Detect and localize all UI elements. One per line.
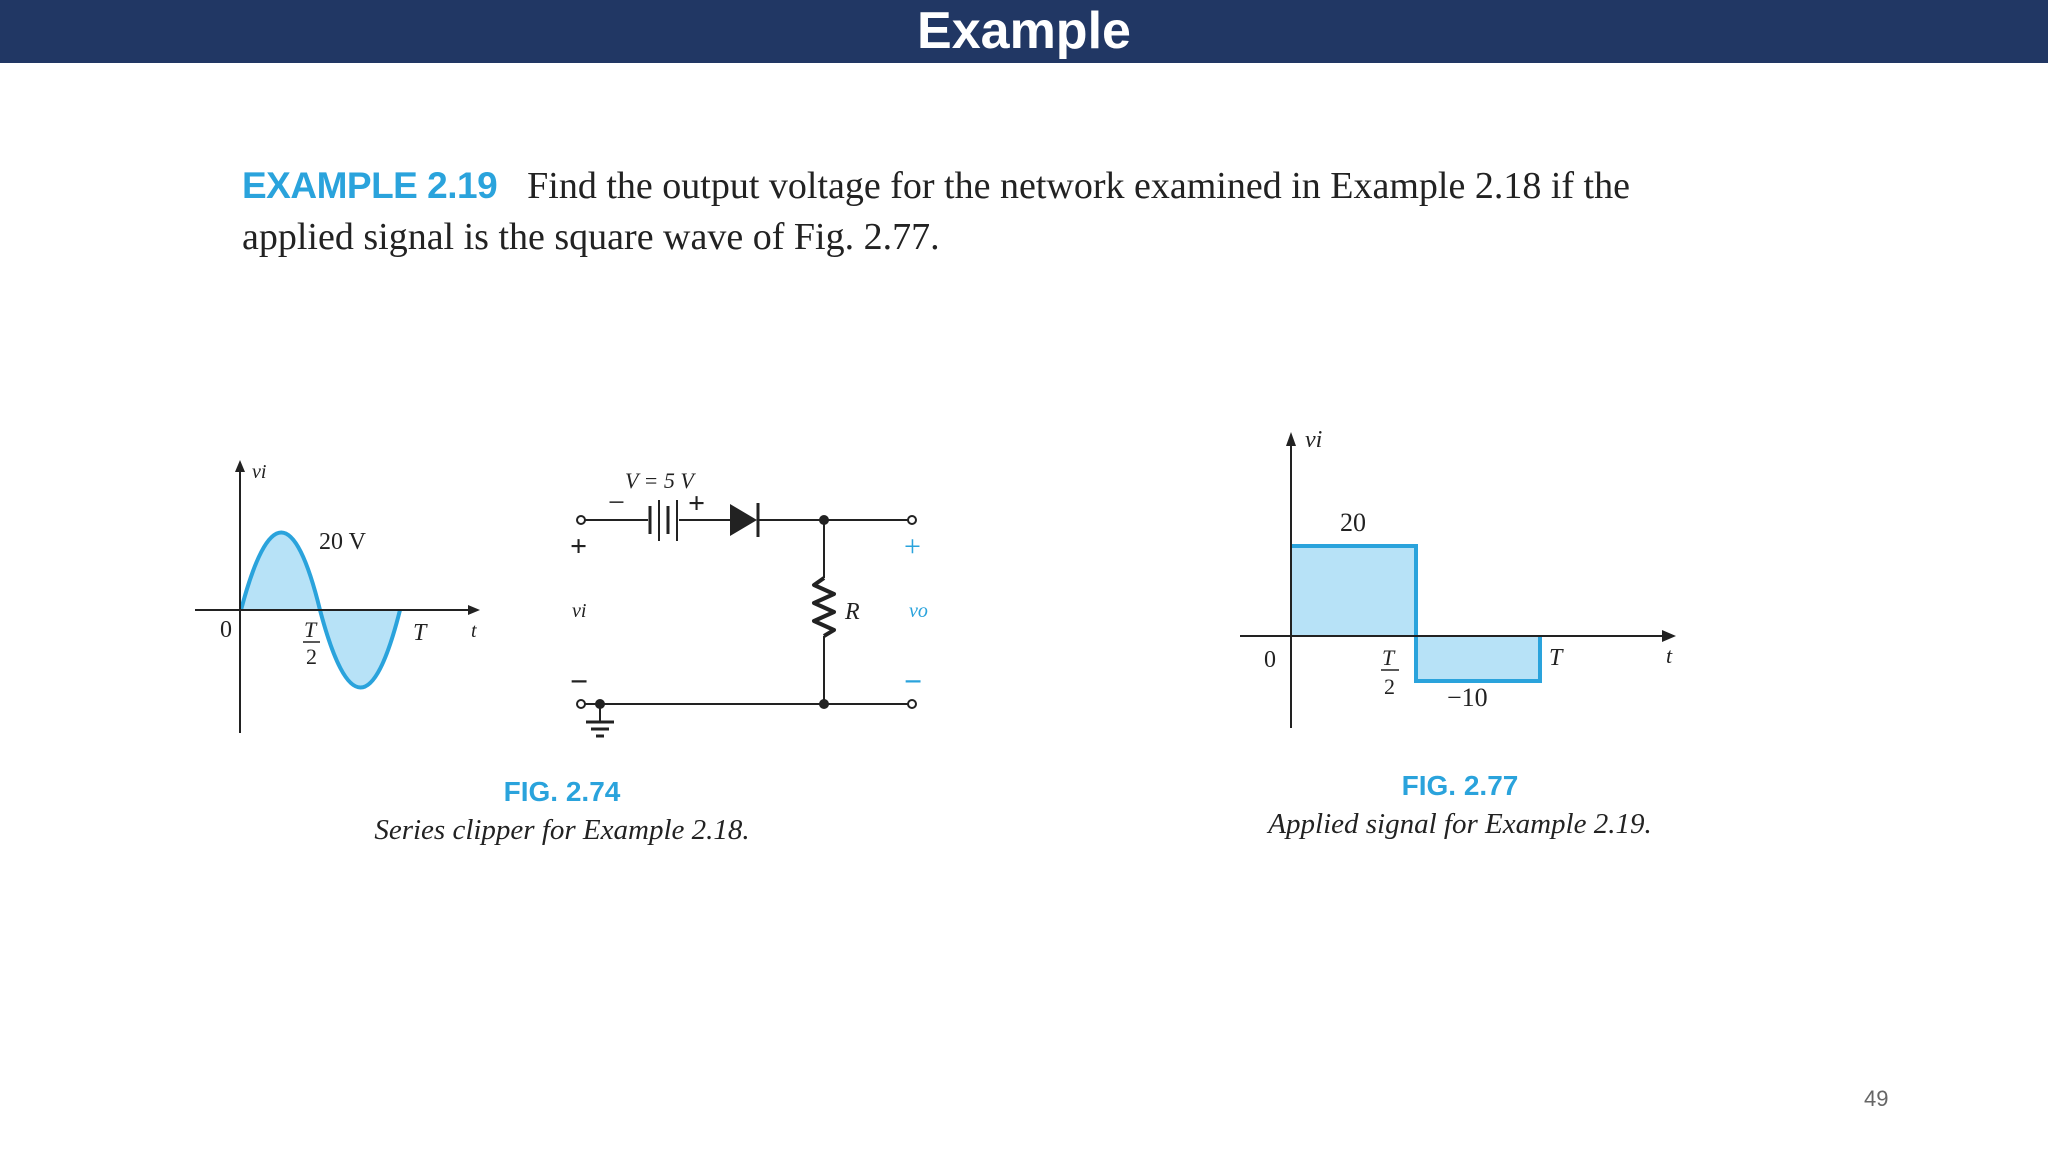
x-axis-arrow [1662,630,1676,642]
source-label: V = 5 V [625,468,694,493]
square-wave-negative-bar [1416,636,1540,681]
data-label-positive: 20 [1340,508,1366,537]
sine-period-label: T [413,620,427,646]
slide-title: Example [917,2,1131,60]
problem-text-line2: applied signal is the square wave of Fig. 2.77. [242,216,940,258]
tick-label-half-period-num: T [1382,645,1395,670]
resistor-label: R [845,599,860,625]
fig-2-77-label: FIG. 2.77 [1401,770,1519,801]
output-label: vo [909,600,928,622]
example-label: EXAMPLE 2.19 [242,165,498,206]
battery-minus: − [608,486,625,519]
data-label-negative: −10 [1447,683,1488,712]
tick-label-half-period-den: 2 [1384,674,1395,699]
input-label: vi [572,600,587,622]
fig-2-74-label: FIG. 2.74 [503,776,621,807]
sine-origin-label: 0 [220,617,232,643]
square-wave-positive-bar [1291,546,1416,636]
sine-t-label: t [471,620,477,642]
problem-text-line1: Find the output voltage for the network examined in Example 2.18 if the [527,165,1630,207]
fig-2-74-caption: Series clipper for Example 2.18. [374,814,750,846]
tick-label-period: T [1549,645,1563,671]
output-plus: + [904,530,921,563]
fig-2-77-caption: Applied signal for Example 2.19. [1268,808,1652,840]
sine-y-label: vi [252,461,267,483]
sine-half-period-num: T [304,617,317,642]
output-minus: − [904,663,923,699]
input-plus: + [570,530,588,563]
page-number: 49 [1864,1086,1889,1111]
y-axis-label: vi [1305,427,1323,453]
x-axis-label: t [1666,643,1673,668]
battery-plus: + [688,487,706,520]
input-minus: − [570,663,589,699]
tick-label-origin: 0 [1264,647,1276,673]
sine-half-period-den: 2 [306,644,317,669]
y-axis-arrow [1286,432,1296,446]
sine-amplitude-label: 20 V [319,529,366,555]
